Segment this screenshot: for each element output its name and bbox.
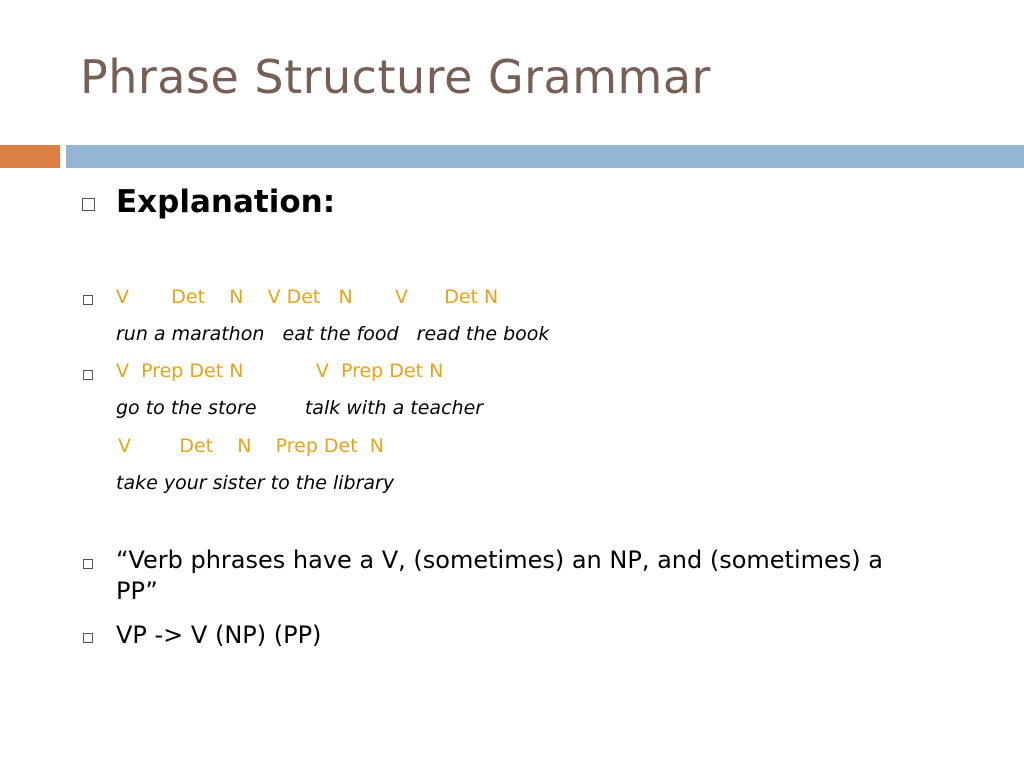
square-bullet-icon <box>83 370 93 380</box>
square-bullet-icon <box>83 295 93 305</box>
pattern-1-example: run a marathon eat the food read the book <box>116 323 550 345</box>
quote-line-2: PP” <box>116 577 158 605</box>
quote-line-1: “Verb phrases have a V, (sometimes) an NP, and (sometimes) a <box>116 546 883 574</box>
pattern-2-example: go to the store talk with a teacher <box>116 397 484 419</box>
slide-title: Phrase Structure Grammar <box>80 50 711 104</box>
pattern-2-tags: V Prep Det N V Prep Det N <box>116 360 444 382</box>
square-bullet-icon <box>83 559 93 569</box>
pattern-1-tags: V Det N V Det N V Det N <box>116 286 499 308</box>
pattern-3-tags: V Det N Prep Det N <box>118 435 384 457</box>
square-bullet-icon <box>82 198 95 211</box>
explanation-heading: Explanation: <box>116 184 336 220</box>
vp-rule: VP -> V (NP) (PP) <box>116 621 322 649</box>
square-bullet-icon <box>83 633 93 643</box>
accent-bar-orange <box>0 145 60 168</box>
pattern-3-example: take your sister to the library <box>116 472 395 494</box>
accent-bar-blue <box>66 145 1024 168</box>
